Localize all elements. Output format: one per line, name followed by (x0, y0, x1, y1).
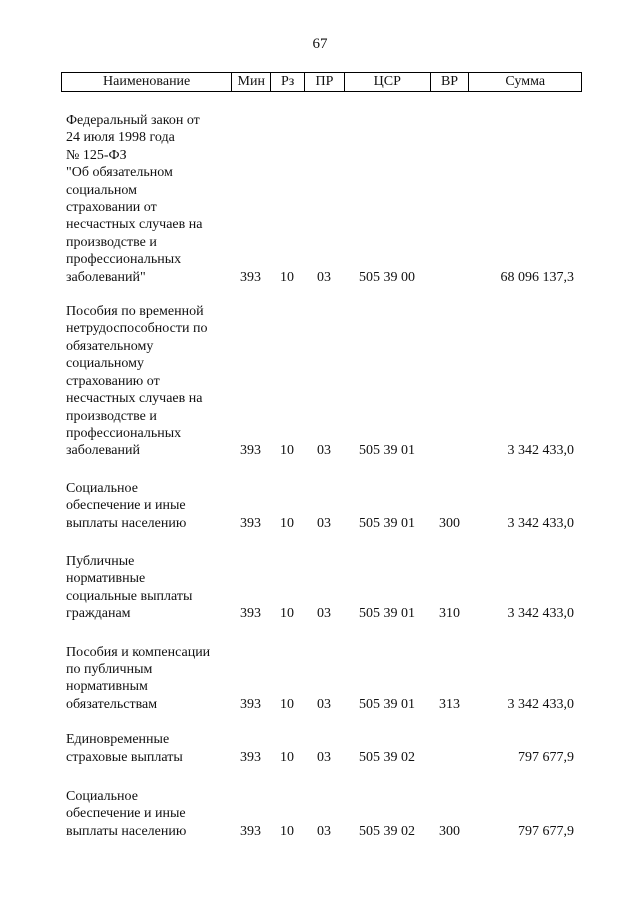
header-csr: ЦСР (344, 73, 430, 91)
table-row (61, 112, 582, 286)
row-sum: 797 677,9 (518, 823, 574, 839)
row-pr: 03 (317, 823, 331, 839)
row-name: Социальное обеспечение и иные выплаты населению (66, 480, 187, 531)
row-sum: 3 342 433,0 (507, 515, 574, 531)
row-min: 393 (240, 515, 261, 531)
row-pr: 03 (317, 515, 331, 531)
row-min: 393 (240, 606, 261, 622)
row-sum: 797 677,9 (518, 749, 574, 765)
table-row (61, 480, 582, 532)
header-sum: Сумма (468, 73, 581, 91)
row-sum: 3 342 433,0 (507, 606, 574, 622)
row-csr: 505 39 02 (359, 749, 415, 765)
row-csr: 505 39 02 (359, 823, 415, 839)
row-csr: 505 39 01 (359, 606, 415, 622)
row-sum: 3 342 433,0 (507, 696, 574, 712)
row-rz: 10 (280, 749, 294, 765)
table-row (61, 788, 582, 840)
row-rz: 10 (280, 269, 294, 285)
row-name: Федеральный закон от 24 июля 1998 года № 125-ФЗ "Об обязательном социальном страховании от несчастных случаев на производстве и профессиональных заболеваний" (66, 113, 203, 285)
row-rz: 10 (280, 696, 294, 712)
table-header-row (61, 72, 582, 92)
header-min: Мин (231, 73, 270, 91)
row-vr: 300 (439, 823, 460, 839)
row-rz: 10 (280, 606, 294, 622)
row-name: Пособия по временной нетрудоспособности по обязательному социальному страхованию от несчастных случаев на производстве и профессиональных заболеваний (66, 304, 208, 459)
row-vr: 313 (439, 696, 460, 712)
row-min: 393 (240, 823, 261, 839)
table-row (61, 731, 582, 766)
row-vr: 310 (439, 606, 460, 622)
row-pr: 03 (317, 749, 331, 765)
row-name: Социальное обеспечение и иные выплаты населению (66, 789, 187, 839)
row-pr: 03 (317, 443, 331, 459)
row-min: 393 (240, 696, 261, 712)
page-number: 67 (312, 36, 328, 52)
header-vr: ВР (430, 73, 469, 91)
row-rz: 10 (280, 443, 294, 459)
row-min: 393 (240, 749, 261, 765)
row-sum: 68 096 137,3 (500, 269, 574, 285)
table-row (61, 644, 582, 714)
row-csr: 505 39 01 (359, 515, 415, 531)
header-rz: Рз (270, 73, 304, 91)
header-name: Наименование (103, 74, 191, 89)
row-sum: 3 342 433,0 (507, 443, 574, 459)
row-vr: 300 (439, 515, 460, 531)
row-min: 393 (240, 269, 261, 285)
row-min: 393 (240, 443, 261, 459)
row-pr: 03 (317, 696, 331, 712)
table-row (61, 303, 582, 460)
row-name: Единовременные страховые выплаты (66, 732, 183, 765)
row-csr: 505 39 00 (359, 269, 415, 285)
row-csr: 505 39 01 (359, 696, 415, 712)
row-csr: 505 39 01 (359, 443, 415, 459)
row-pr: 03 (317, 269, 331, 285)
table-row (61, 553, 582, 623)
row-name: Пособия и компенсации по публичным нормативным обязательствам (66, 644, 211, 712)
budget-table (61, 72, 582, 840)
header-pr: ПР (304, 73, 344, 91)
row-rz: 10 (280, 823, 294, 839)
row-name: Публичные нормативные социальные выплаты гражданам (66, 553, 193, 622)
row-rz: 10 (280, 515, 294, 531)
row-pr: 03 (317, 606, 331, 622)
